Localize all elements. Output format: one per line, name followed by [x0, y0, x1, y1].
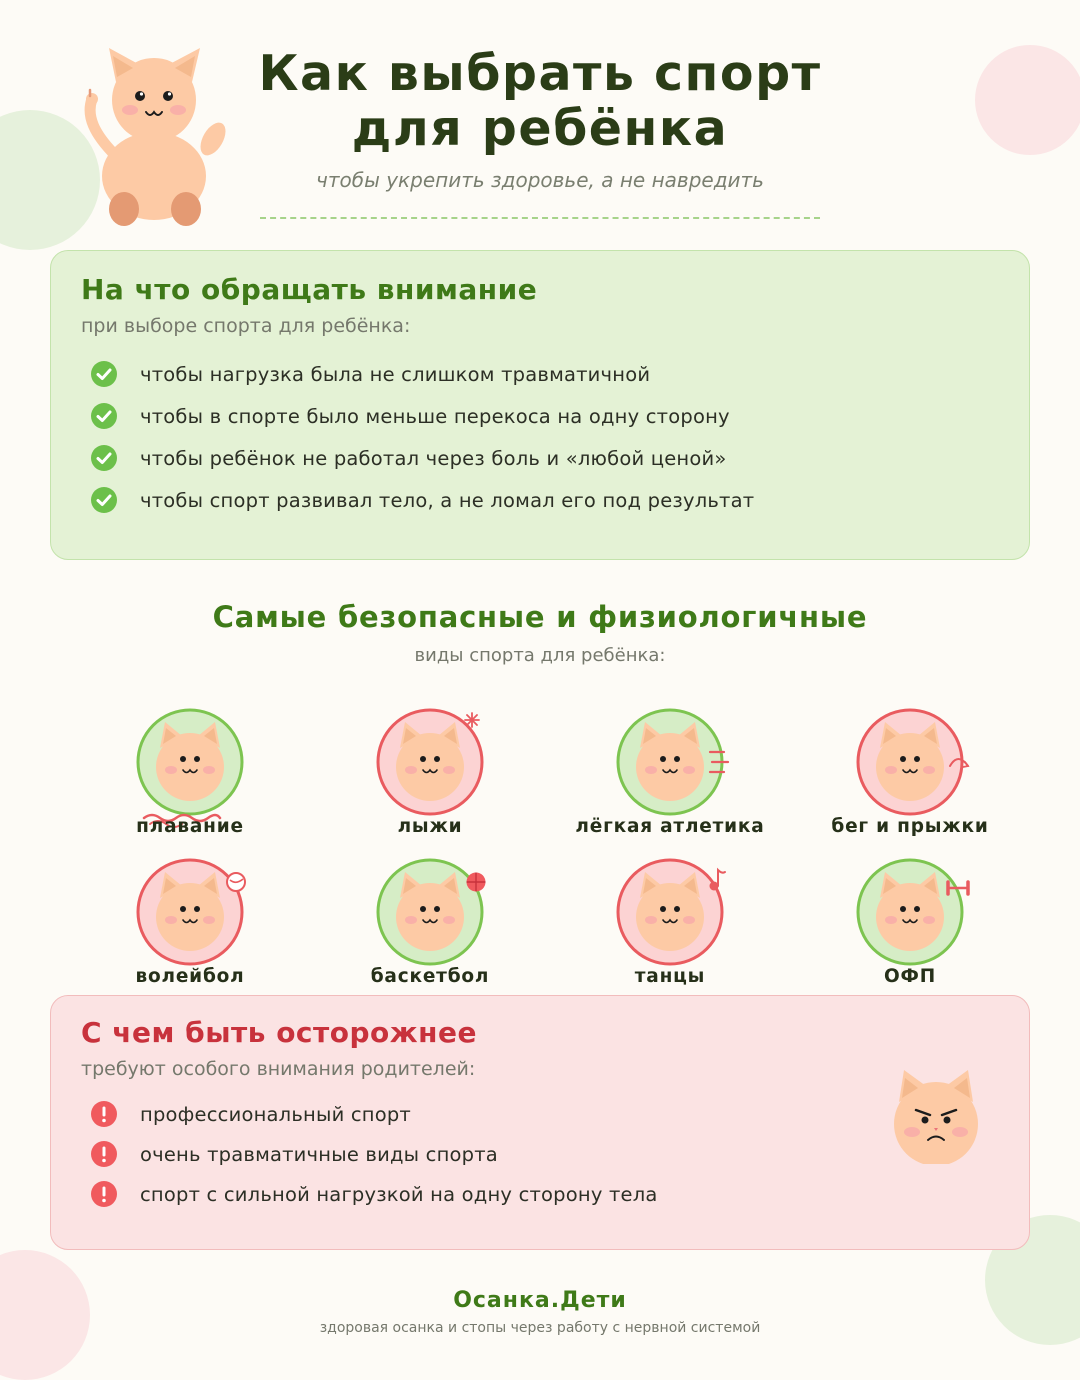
check-circle-icon: [91, 361, 117, 387]
check-circle-icon: [91, 487, 117, 513]
safe-sports-subtitle: виды спорта для ребёнка:: [414, 645, 666, 666]
caution-item-text: профессиональный спорт: [140, 1102, 411, 1126]
title-line-1: Как выбрать спорт: [258, 45, 822, 102]
exclamation-circle-icon: [91, 1141, 117, 1167]
caution-subtitle: требуют особого внимания родителей:: [81, 1058, 476, 1080]
exclamation-circle-icon: [91, 1101, 117, 1127]
sport-item-basketball: [330, 858, 530, 988]
page-title: [240, 46, 840, 156]
check-circle-icon: [91, 403, 117, 429]
sport-label: плавание: [136, 816, 244, 837]
cat-skiing-icon: [376, 708, 484, 816]
sport-label: лыжи: [397, 816, 463, 837]
cat-volleyball-icon: [136, 858, 244, 966]
sport-item-swimming: [90, 708, 290, 838]
sport-item-gpt: [810, 858, 1010, 988]
sport-label: бег и прыжки: [831, 816, 989, 837]
cat-swimming-icon: [136, 708, 244, 816]
footer-brand: Осанка.Дети: [453, 1288, 627, 1313]
criteria-subtitle: при выборе спорта для ребёнка:: [81, 315, 411, 337]
dashed-divider: [260, 217, 820, 219]
sport-label: баскетбол: [370, 966, 490, 987]
criteria-item: [91, 403, 730, 429]
page-subtitle: чтобы укрепить здоровье, а не навредить: [316, 168, 764, 192]
cat-athletics-icon: [616, 708, 724, 816]
caution-item: [91, 1101, 411, 1127]
check-circle-icon: [91, 445, 117, 471]
sport-label: танцы: [634, 966, 706, 987]
criteria-item-text: чтобы ребёнок не работал через боль и «любой ценой»: [140, 446, 727, 470]
caution-item: [91, 1141, 498, 1167]
sport-item-skiing: [330, 708, 530, 838]
safe-sports-title: Самые безопасные и физиологичные: [212, 600, 868, 634]
volleyball-icon: [227, 873, 245, 891]
basketball-icon: [467, 873, 486, 892]
caution-item-text: очень травматичные виды спорта: [140, 1142, 498, 1166]
sport-label: волейбол: [135, 966, 245, 987]
footer-tagline: здоровая осанка и стопы через работу с нервной системой: [319, 1320, 761, 1336]
decor-circle-pink: [0, 1250, 90, 1380]
sport-label: лёгкая атлетика: [575, 816, 765, 837]
caution-item-text: спорт с сильной нагрузкой на одну сторону тела: [140, 1182, 658, 1206]
cat-fitness-icon: [856, 858, 964, 966]
sport-item-athletics: [570, 708, 770, 838]
title-line-2: для ребёнка: [351, 100, 729, 157]
snowflake-icon: [465, 713, 479, 727]
caution-title: С чем быть осторожнее: [81, 1016, 477, 1049]
criteria-item-text: чтобы спорт развивал тело, а не ломал его под результат: [140, 488, 755, 512]
waving-cat-icon: [76, 44, 226, 229]
criteria-item-text: чтобы в спорте было меньше перекоса на одну сторону: [140, 404, 730, 428]
sport-label: ОФП: [884, 966, 936, 987]
sport-item-running: [810, 708, 1010, 838]
criteria-item: [91, 487, 754, 513]
criteria-item-text: чтобы нагрузка была не слишком травматичной: [140, 362, 651, 386]
criteria-item: [91, 445, 727, 471]
angry-cat-icon: [890, 1068, 982, 1164]
caution-card: [50, 995, 1030, 1250]
caution-item: [91, 1181, 658, 1207]
criteria-card: [50, 250, 1030, 560]
sport-item-volleyball: [90, 858, 290, 988]
exclamation-circle-icon: [91, 1181, 117, 1207]
cat-running-icon: [856, 708, 964, 816]
criteria-title: На что обращать внимание: [81, 273, 538, 306]
cat-dance-icon: [616, 858, 724, 966]
criteria-item: [91, 361, 650, 387]
sport-item-dance: [570, 858, 770, 988]
decor-circle-pink: [975, 45, 1080, 155]
cat-basketball-icon: [376, 858, 484, 966]
